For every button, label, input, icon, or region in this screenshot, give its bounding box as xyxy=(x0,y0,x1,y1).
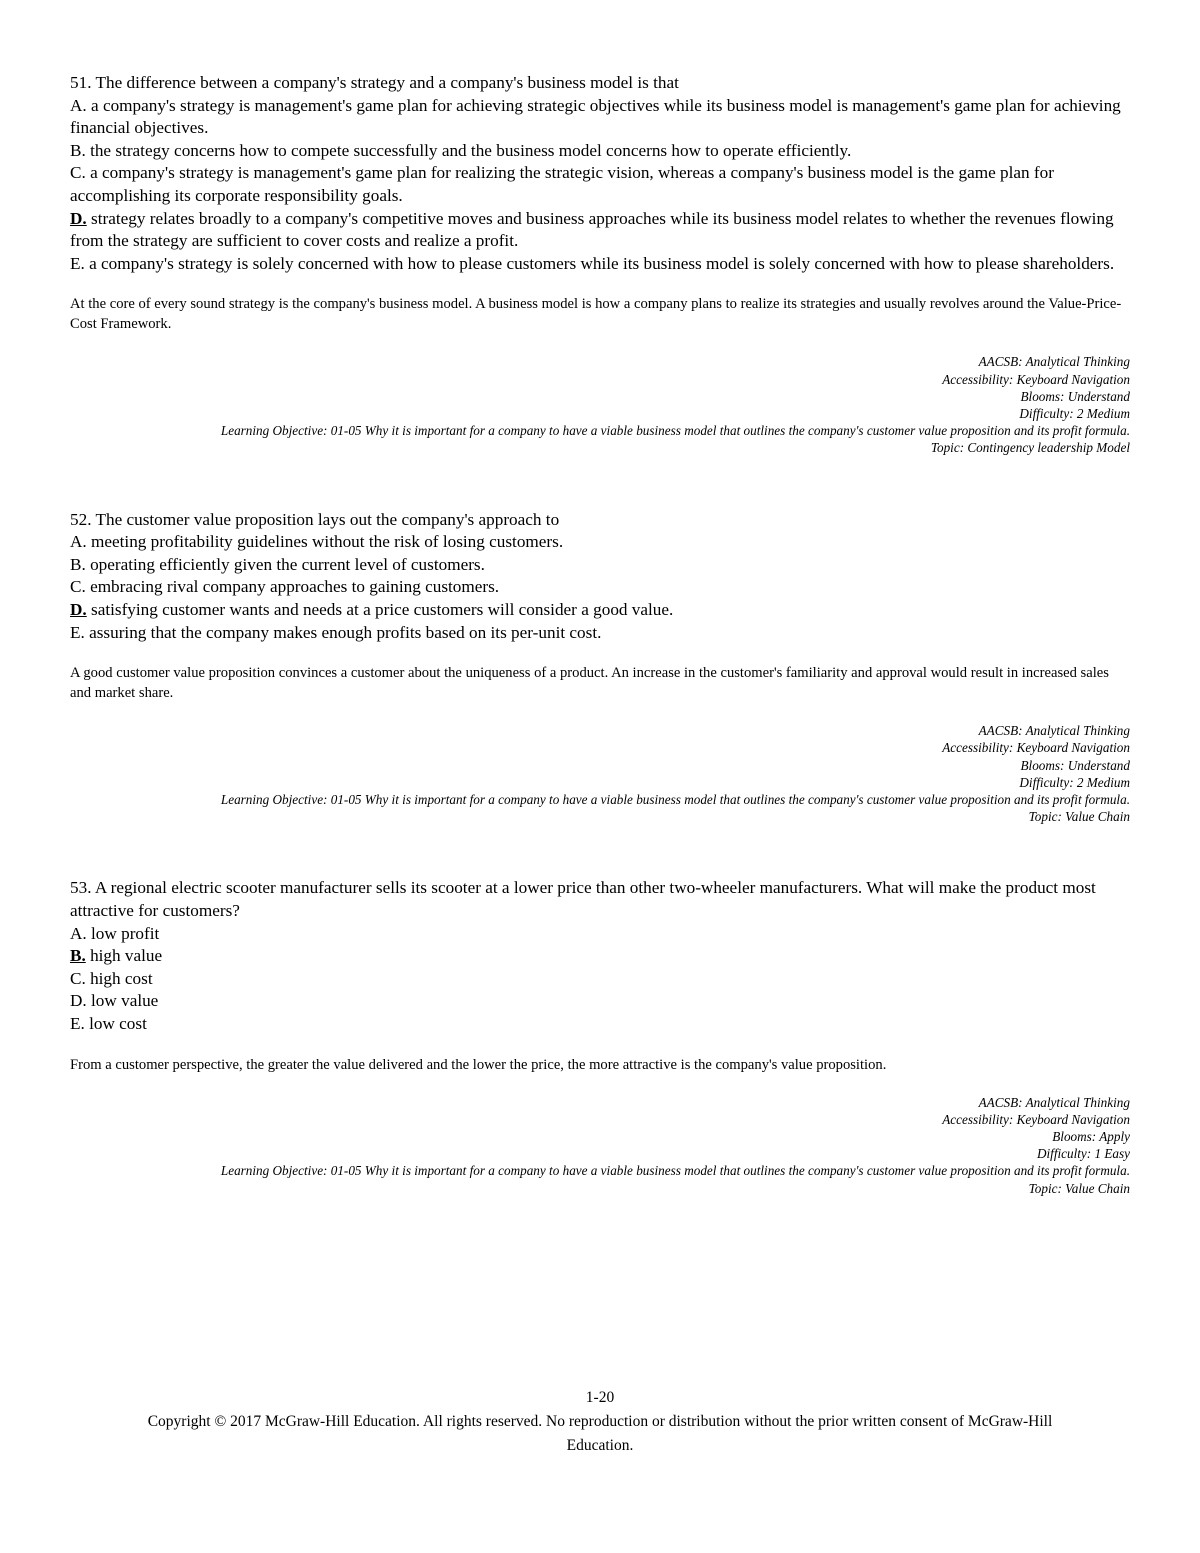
answer-option-e xyxy=(70,253,1130,276)
blooms-tag: Blooms: Apply xyxy=(1052,1128,1130,1144)
aacsb-tag: AACSB: Analytical Thinking xyxy=(978,723,1130,739)
question-53 xyxy=(70,877,1130,1035)
page-footer xyxy=(70,1386,1130,1458)
option-text: a company's strategy is management's game plan for realizing the strategic vision, whereas a company's business model is the game plan for accomplishing its corporate responsibility goals. xyxy=(70,163,1054,205)
learning-objective-tag: Learning Objective: 01-05 Why it is important for a company to have a viable business model that outlines the company's customer value proposition and its profit formula. xyxy=(220,423,1130,439)
question-stem: 53. A regional electric scooter manufacturer sells its scooter at a lower price than other two-wheeler manufacturers. What will make the product most attractive for customers? xyxy=(70,878,1096,920)
option-text: low value xyxy=(86,991,159,1011)
answer-option-a xyxy=(70,95,1130,140)
answer-option-c xyxy=(70,576,1130,599)
answer-option-d xyxy=(70,208,1130,253)
answer-explanation: At the core of every sound strategy is the company's business model. A business model is how a company plans to realize its strategies and usually revolves around the Value-Price-Cost Framework. xyxy=(70,296,1122,333)
difficulty-tag: Difficulty: 2 Medium xyxy=(1019,405,1130,421)
option-letter: B. xyxy=(70,554,86,574)
option-letter: C. xyxy=(70,577,86,597)
accessibility-tag: Accessibility: Keyboard Navigation xyxy=(942,740,1130,756)
option-letter: A. xyxy=(70,923,87,943)
answer-option-b xyxy=(70,140,1130,163)
option-text: low cost xyxy=(84,1013,147,1033)
topic-tag: Topic: Value Chain xyxy=(1028,809,1130,825)
option-text: a company's strategy is management's game plan for achieving strategic objectives while its business model is management's game plan for achieving financial objectives. xyxy=(70,95,1121,138)
option-text: meeting profitability guidelines without the risk of losing customers. xyxy=(86,532,564,552)
learning-objective-tag: Learning Objective: 01-05 Why it is important for a company to have a viable business model that outlines the company's customer value proposition and its profit formula. xyxy=(220,791,1130,807)
blooms-tag: Blooms: Understand xyxy=(1020,757,1130,773)
option-letter: A. xyxy=(70,95,87,115)
answer-option-b xyxy=(70,945,1130,968)
page-number: 1-20 xyxy=(585,1389,615,1406)
correct-option-letter: D. xyxy=(70,208,87,228)
aacsb-tag: AACSB: Analytical Thinking xyxy=(978,1094,1130,1110)
answer-explanation: From a customer perspective, the greater the value delivered and the lower the price, the more attractive is the company's value proposition. xyxy=(70,1056,887,1073)
learning-objective-tag: Learning Objective: 01-05 Why it is important for a company to have a viable business model that outlines the company's customer value proposition and its profit formula. xyxy=(220,1163,1130,1179)
option-letter: E. xyxy=(70,1013,85,1033)
question-52 xyxy=(70,509,1130,645)
option-letter: E. xyxy=(70,253,85,273)
option-text: high value xyxy=(85,946,163,966)
answer-option-d xyxy=(70,990,1130,1013)
question-metadata xyxy=(70,722,1130,825)
answer-option-c xyxy=(70,968,1130,991)
answer-option-b xyxy=(70,554,1130,577)
option-letter: A. xyxy=(70,532,87,552)
option-text: the strategy concerns how to compete successfully and the business model concerns how to operate efficiently. xyxy=(85,140,852,160)
option-text: strategy relates broadly to a company's competitive moves and business approaches while its business model relates to whether the revenues flowing from the strategy are sufficient to cover costs and realize a profit. xyxy=(70,208,1114,251)
answer-explanation: A good customer value proposition convinces a customer about the uniqueness of a product. An increase in the customer's familiarity and approval would result in increased sales and market share. xyxy=(70,665,1109,702)
accessibility-tag: Accessibility: Keyboard Navigation xyxy=(942,1111,1130,1127)
option-text: embracing rival company approaches to gaining customers. xyxy=(85,577,500,597)
option-letter: C. xyxy=(70,163,86,183)
option-text: high cost xyxy=(85,968,153,988)
answer-option-a xyxy=(70,923,1130,946)
difficulty-tag: Difficulty: 1 Easy xyxy=(1036,1146,1130,1162)
option-text: low profit xyxy=(86,923,160,943)
document-page xyxy=(70,72,1130,1197)
option-text: satisfying customer wants and needs at a price customers will consider a good value. xyxy=(86,599,674,619)
option-text: a company's strategy is solely concerned with how to please customers while its business model is solely concerned with how to please shareholders. xyxy=(84,253,1115,273)
accessibility-tag: Accessibility: Keyboard Navigation xyxy=(942,371,1130,387)
answer-option-c xyxy=(70,162,1130,207)
answer-option-e xyxy=(70,1013,1130,1036)
correct-option-letter: B. xyxy=(70,946,86,966)
option-text: assuring that the company makes enough profits based on its per-unit cost. xyxy=(84,622,602,642)
option-letter: B. xyxy=(70,140,86,160)
option-letter: C. xyxy=(70,968,86,988)
correct-option-letter: D. xyxy=(70,599,87,619)
topic-tag: Topic: Contingency leadership Model xyxy=(930,440,1130,456)
question-metadata xyxy=(70,353,1130,456)
topic-tag: Topic: Value Chain xyxy=(1028,1180,1130,1196)
option-text: operating efficiently given the current level of customers. xyxy=(85,554,485,574)
answer-option-e xyxy=(70,622,1130,645)
question-51 xyxy=(70,72,1130,275)
question-metadata xyxy=(70,1094,1130,1197)
aacsb-tag: AACSB: Analytical Thinking xyxy=(978,354,1130,370)
option-letter: E. xyxy=(70,622,85,642)
answer-option-d xyxy=(70,599,1130,622)
option-letter: D. xyxy=(70,991,87,1011)
copyright-notice: Copyright © 2017 McGraw-Hill Education. All rights reserved. No reproduction or distribution without the prior written consent of McGraw-Hill Education. xyxy=(147,1413,1053,1454)
blooms-tag: Blooms: Understand xyxy=(1020,388,1130,404)
answer-option-a xyxy=(70,531,1130,554)
difficulty-tag: Difficulty: 2 Medium xyxy=(1019,774,1130,790)
question-stem: 52. The customer value proposition lays out the company's approach to xyxy=(70,509,560,529)
question-stem: 51. The difference between a company's strategy and a company's business model is that xyxy=(70,73,679,92)
